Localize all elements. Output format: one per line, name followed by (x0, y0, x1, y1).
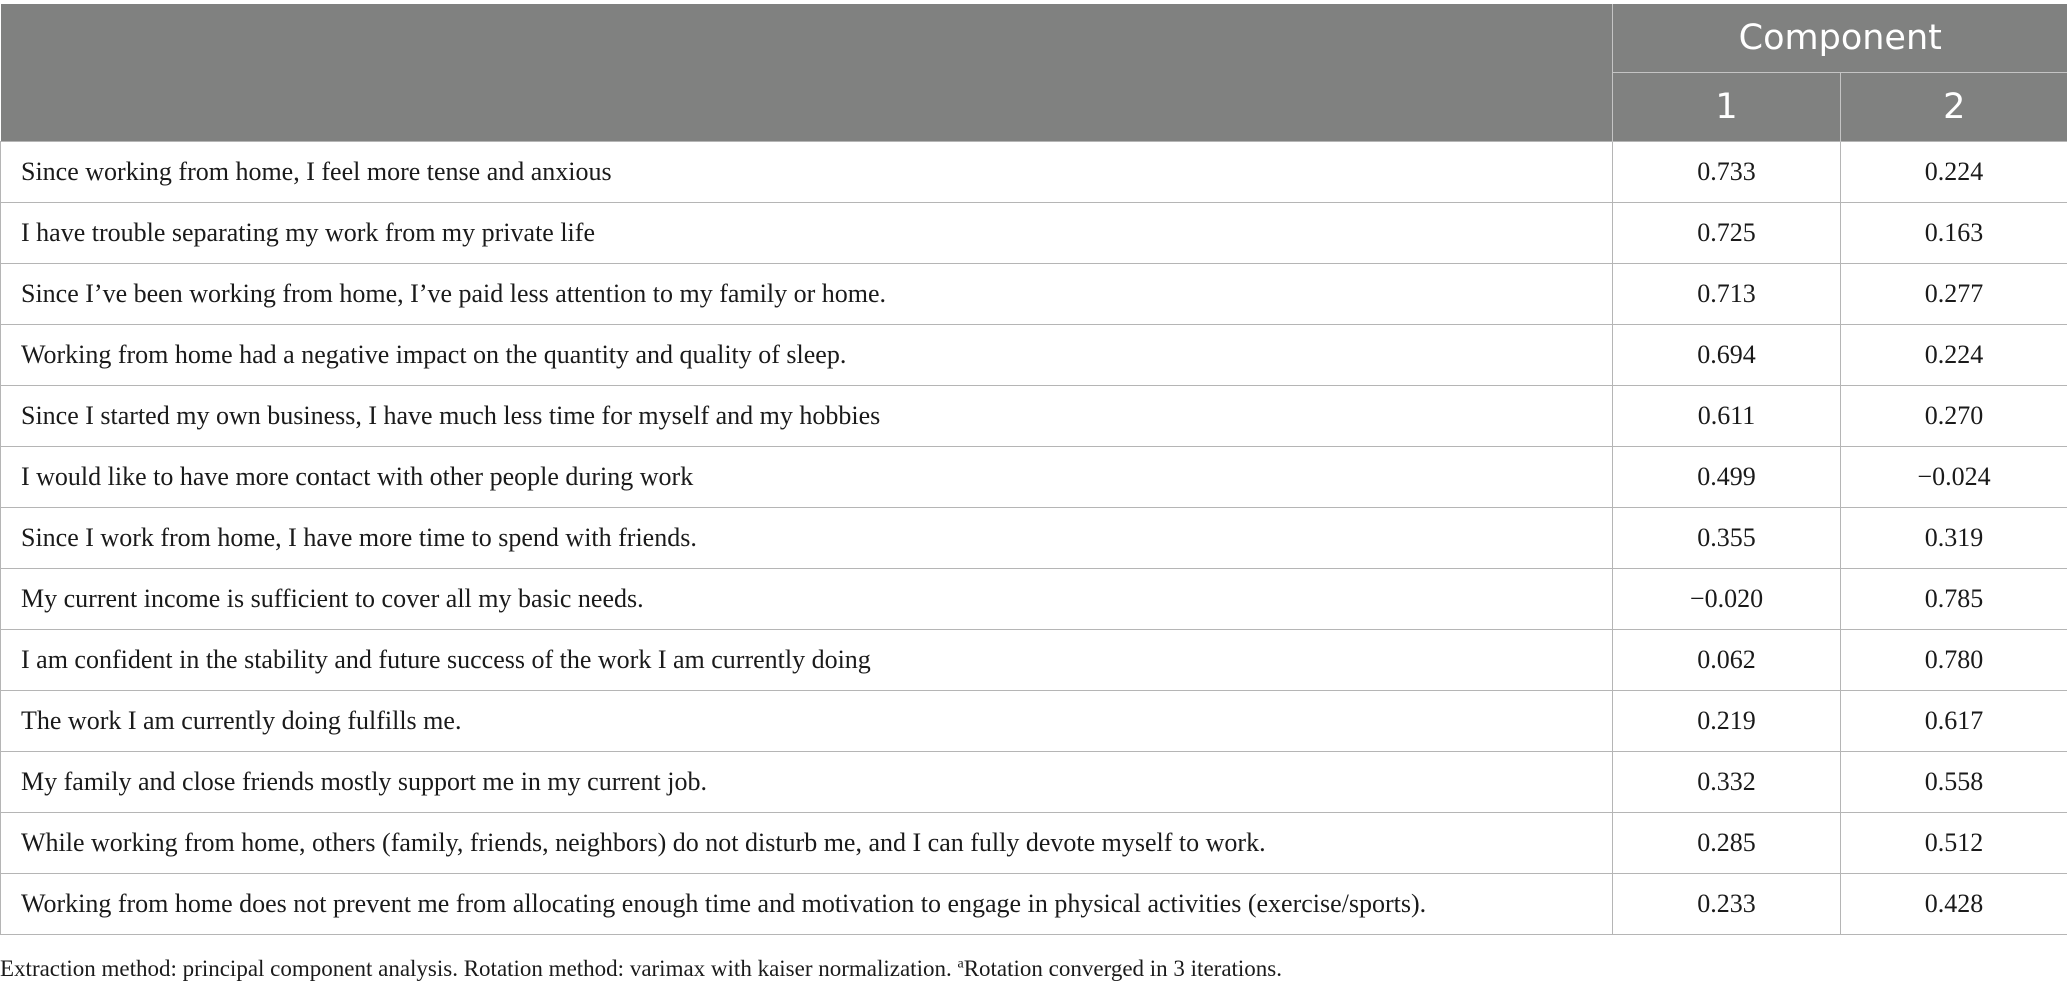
item-cell: The work I am currently doing fulfills me. (1, 691, 1613, 752)
item-cell: Since I’ve been working from home, I’ve paid less attention to my family or home. (1, 264, 1613, 325)
component-2-loading-cell: 0.617 (1841, 691, 2067, 752)
table-row (1, 447, 2067, 508)
item-cell: Since I started my own business, I have much less time for myself and my hobbies (1, 386, 1613, 447)
table-row (1, 508, 2067, 569)
table-body (1, 142, 2067, 935)
table-row (1, 386, 2067, 447)
component-2-loading-cell: 0.224 (1841, 142, 2067, 203)
table-row (1, 325, 2067, 386)
item-cell: I have trouble separating my work from my private life (1, 203, 1613, 264)
component-group-header: Component (1613, 4, 2067, 73)
component-1-loading-cell: 0.725 (1613, 203, 1841, 264)
footnote-text-2: Rotation converged in 3 iterations. (963, 956, 1283, 981)
table-row (1, 874, 2067, 935)
component-1-loading-cell: 0.733 (1613, 142, 1841, 203)
table-row (1, 813, 2067, 874)
component-2-loading-cell: 0.780 (1841, 630, 2067, 691)
component-2-loading-cell: −0.024 (1841, 447, 2067, 508)
item-cell: Since working from home, I feel more tense and anxious (1, 142, 1613, 203)
factor-loadings-table-container (0, 4, 2067, 935)
item-cell: I would like to have more contact with other people during work (1, 447, 1613, 508)
table-row (1, 691, 2067, 752)
item-cell: While working from home, others (family, friends, neighbors) do not disturb me, and I can fully devote myself to work. (1, 813, 1613, 874)
table-row (1, 569, 2067, 630)
item-cell: My family and close friends mostly support me in my current job. (1, 752, 1613, 813)
table-row (1, 264, 2067, 325)
component-1-loading-cell: 0.355 (1613, 508, 1841, 569)
component-1-loading-cell: −0.020 (1613, 569, 1841, 630)
component-1-loading-cell: 0.713 (1613, 264, 1841, 325)
component-2-header: 2 (1841, 73, 2067, 142)
component-1-loading-cell: 0.233 (1613, 874, 1841, 935)
item-cell: Working from home had a negative impact on the quantity and quality of sleep. (1, 325, 1613, 386)
table-row (1, 203, 2067, 264)
component-1-loading-cell: 0.062 (1613, 630, 1841, 691)
table-row (1, 630, 2067, 691)
component-1-loading-cell: 0.611 (1613, 386, 1841, 447)
component-1-loading-cell: 0.694 (1613, 325, 1841, 386)
component-2-loading-cell: 0.512 (1841, 813, 2067, 874)
component-1-header: 1 (1613, 73, 1841, 142)
component-2-loading-cell: 0.558 (1841, 752, 2067, 813)
component-2-loading-cell: 0.785 (1841, 569, 2067, 630)
table-row (1, 752, 2067, 813)
component-1-loading-cell: 0.219 (1613, 691, 1841, 752)
component-2-loading-cell: 0.224 (1841, 325, 2067, 386)
table-header (1, 4, 2067, 142)
component-2-loading-cell: 0.319 (1841, 508, 2067, 569)
footnote-text: Extraction method: principal component analysis. Rotation method: varimax with kaiser normalization. (0, 956, 958, 981)
item-cell: I am confident in the stability and future success of the work I am currently doing (1, 630, 1613, 691)
component-1-loading-cell: 0.332 (1613, 752, 1841, 813)
factor-loadings-table (0, 4, 2067, 935)
footnote-marker: a (957, 956, 964, 972)
table-row (1, 142, 2067, 203)
component-2-loading-cell: 0.163 (1841, 203, 2067, 264)
component-2-loading-cell: 0.277 (1841, 264, 2067, 325)
component-1-loading-cell: 0.285 (1613, 813, 1841, 874)
item-column-header (1, 4, 1613, 142)
item-cell: Since I work from home, I have more time to spend with friends. (1, 508, 1613, 569)
component-1-loading-cell: 0.499 (1613, 447, 1841, 508)
table-footnote (0, 956, 1282, 982)
item-cell: Working from home does not prevent me from allocating enough time and motivation to engage in physical activities (exercise/sports). (1, 874, 1613, 935)
component-2-loading-cell: 0.270 (1841, 386, 2067, 447)
item-cell: My current income is sufficient to cover all my basic needs. (1, 569, 1613, 630)
component-2-loading-cell: 0.428 (1841, 874, 2067, 935)
